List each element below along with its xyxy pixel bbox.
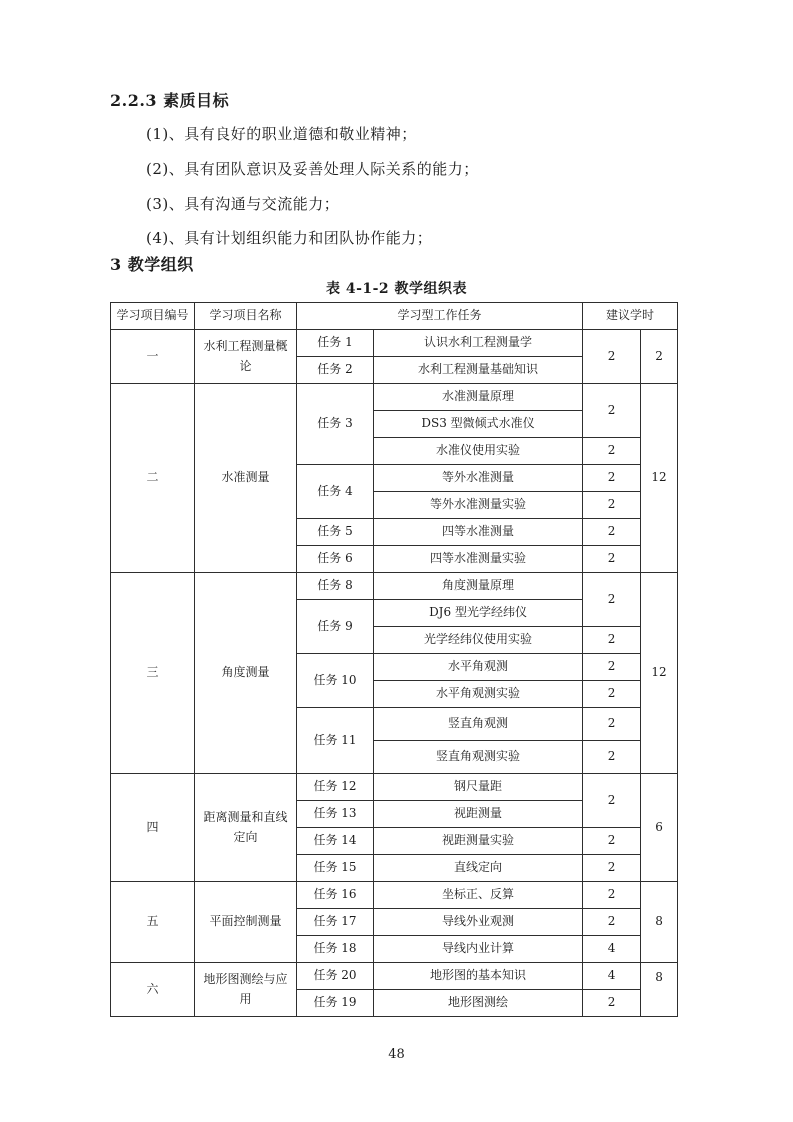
- cell-task-label: 任务 14: [297, 828, 374, 855]
- cell-project-name: 平面控制测量: [195, 882, 297, 963]
- cell-project-name: 地形图测绘与应用: [195, 963, 297, 1017]
- table-row: [111, 882, 678, 909]
- cell-hours: 2: [583, 882, 641, 909]
- cell-task-name: DJ6 型光学经纬仪: [374, 600, 583, 627]
- cell-total-hours: 6: [641, 774, 678, 882]
- header-project-name: 学习项目名称: [195, 303, 297, 330]
- cell-total-hours: 8: [641, 882, 678, 963]
- cell-task-name: 地形图测绘: [374, 990, 583, 1017]
- cell-hours: 2: [583, 855, 641, 882]
- cell-task-label: 任务 8: [297, 573, 374, 600]
- cell-hours: 2: [583, 546, 641, 573]
- cell-task-name: 竖直角观测实验: [374, 741, 583, 774]
- cell-hours: 2: [583, 681, 641, 708]
- cell-task-name: 导线外业观测: [374, 909, 583, 936]
- cell-total-hours: 8: [641, 963, 678, 1017]
- cell-hours: 2: [583, 828, 641, 855]
- table-header-row: [111, 303, 678, 330]
- cell-task-name: 钢尺量距: [374, 774, 583, 801]
- header-learning-task: 学习型工作任务: [297, 303, 583, 330]
- cell-task-label: 任务 2: [297, 357, 374, 384]
- cell-task-name: 导线内业计算: [374, 936, 583, 963]
- cell-task-name: 水利工程测量基础知识: [374, 357, 583, 384]
- table-caption: 表 4-1-2 教学组织表: [325, 281, 468, 297]
- table-row: [111, 963, 678, 990]
- cell-task-name: 认识水利工程测量学: [374, 330, 583, 357]
- cell-hours: 4: [583, 963, 641, 990]
- cell-hours: 2: [583, 708, 641, 741]
- cell-task-label: 任务 5: [297, 519, 374, 546]
- cell-task-name: 竖直角观测: [374, 708, 583, 741]
- heading-teaching-organization: 3 教学组织: [110, 255, 194, 274]
- cell-project-name: 角度测量: [195, 573, 297, 774]
- cell-task-name: 水平角观测: [374, 654, 583, 681]
- cell-hours: 2: [583, 741, 641, 774]
- cell-task-name: 角度测量原理: [374, 573, 583, 600]
- header-suggested-hours: 建议学时: [583, 303, 678, 330]
- table-row: [111, 774, 678, 801]
- cell-project-name: 水利工程测量概论: [195, 330, 297, 384]
- cell-project-id: 五: [111, 882, 195, 963]
- cell-total-hours: 12: [641, 384, 678, 573]
- cell-task-name: 视距测量: [374, 801, 583, 828]
- cell-project-id: 三: [111, 573, 195, 774]
- cell-hours: 2: [583, 627, 641, 654]
- cell-task-name: 直线定向: [374, 855, 583, 882]
- cell-task-label: 任务 4: [297, 465, 374, 519]
- header-project-id: 学习项目编号: [111, 303, 195, 330]
- cell-task-label: 任务 6: [297, 546, 374, 573]
- cell-hours: 2: [583, 438, 641, 465]
- heading-quality-goals: 2.2.3 素质目标: [110, 91, 230, 110]
- cell-task-name: 水准仪使用实验: [374, 438, 583, 465]
- cell-hours: 2: [583, 909, 641, 936]
- cell-task-name: 地形图的基本知识: [374, 963, 583, 990]
- table-row: [111, 573, 678, 600]
- quality-item-3: (3)、具有沟通与交流能力；: [146, 195, 340, 213]
- cell-task-label: 任务 18: [297, 936, 374, 963]
- cell-project-id: 四: [111, 774, 195, 882]
- cell-task-name: 等外水准测量: [374, 465, 583, 492]
- cell-task-name: 坐标正、反算: [374, 882, 583, 909]
- quality-item-1: (1)、具有良好的职业道德和敬业精神；: [146, 125, 417, 143]
- cell-hours: 2: [583, 774, 641, 828]
- cell-hours: 2: [583, 465, 641, 492]
- teaching-organization-table: [110, 302, 678, 1017]
- cell-task-label: 任务 20: [297, 963, 374, 990]
- cell-project-name: 水准测量: [195, 384, 297, 573]
- cell-total-hours: 2: [641, 330, 678, 384]
- cell-hours: 2: [583, 519, 641, 546]
- cell-total-hours: 12: [641, 573, 678, 774]
- cell-project-id: 六: [111, 963, 195, 1017]
- cell-task-label: 任务 13: [297, 801, 374, 828]
- cell-task-name: 水平角观测实验: [374, 681, 583, 708]
- cell-task-label: 任务 19: [297, 990, 374, 1017]
- cell-task-name: 光学经纬仪使用实验: [374, 627, 583, 654]
- cell-hours: 2: [583, 384, 641, 438]
- cell-project-id: 二: [111, 384, 195, 573]
- cell-task-name: DS3 型微倾式水准仪: [374, 411, 583, 438]
- cell-task-label: 任务 12: [297, 774, 374, 801]
- quality-item-4: (4)、具有计划组织能力和团队协作能力；: [146, 229, 433, 247]
- cell-task-name: 等外水准测量实验: [374, 492, 583, 519]
- cell-hours: 2: [583, 654, 641, 681]
- cell-task-label: 任务 15: [297, 855, 374, 882]
- cell-task-name: 水准测量原理: [374, 384, 583, 411]
- cell-task-label: 任务 3: [297, 384, 374, 465]
- cell-hours: 4: [583, 936, 641, 963]
- table-row: [111, 384, 678, 411]
- cell-project-name: 距离测量和直线定向: [195, 774, 297, 882]
- cell-task-name: 四等水准测量实验: [374, 546, 583, 573]
- cell-task-label: 任务 9: [297, 600, 374, 654]
- quality-item-2: (2)、具有团队意识及妥善处理人际关系的能力；: [146, 160, 479, 178]
- cell-task-name: 视距测量实验: [374, 828, 583, 855]
- cell-hours: 2: [583, 573, 641, 627]
- table-row: [111, 330, 678, 357]
- cell-task-label: 任务 16: [297, 882, 374, 909]
- cell-task-label: 任务 17: [297, 909, 374, 936]
- cell-task-label: 任务 1: [297, 330, 374, 357]
- cell-task-label: 任务 11: [297, 708, 374, 774]
- cell-hours: 2: [583, 492, 641, 519]
- cell-task-label: 任务 10: [297, 654, 374, 708]
- cell-hours: 2: [583, 990, 641, 1017]
- page-number: 48: [388, 1047, 405, 1062]
- cell-hours: 2: [583, 330, 641, 384]
- cell-task-name: 四等水准测量: [374, 519, 583, 546]
- cell-project-id: 一: [111, 330, 195, 384]
